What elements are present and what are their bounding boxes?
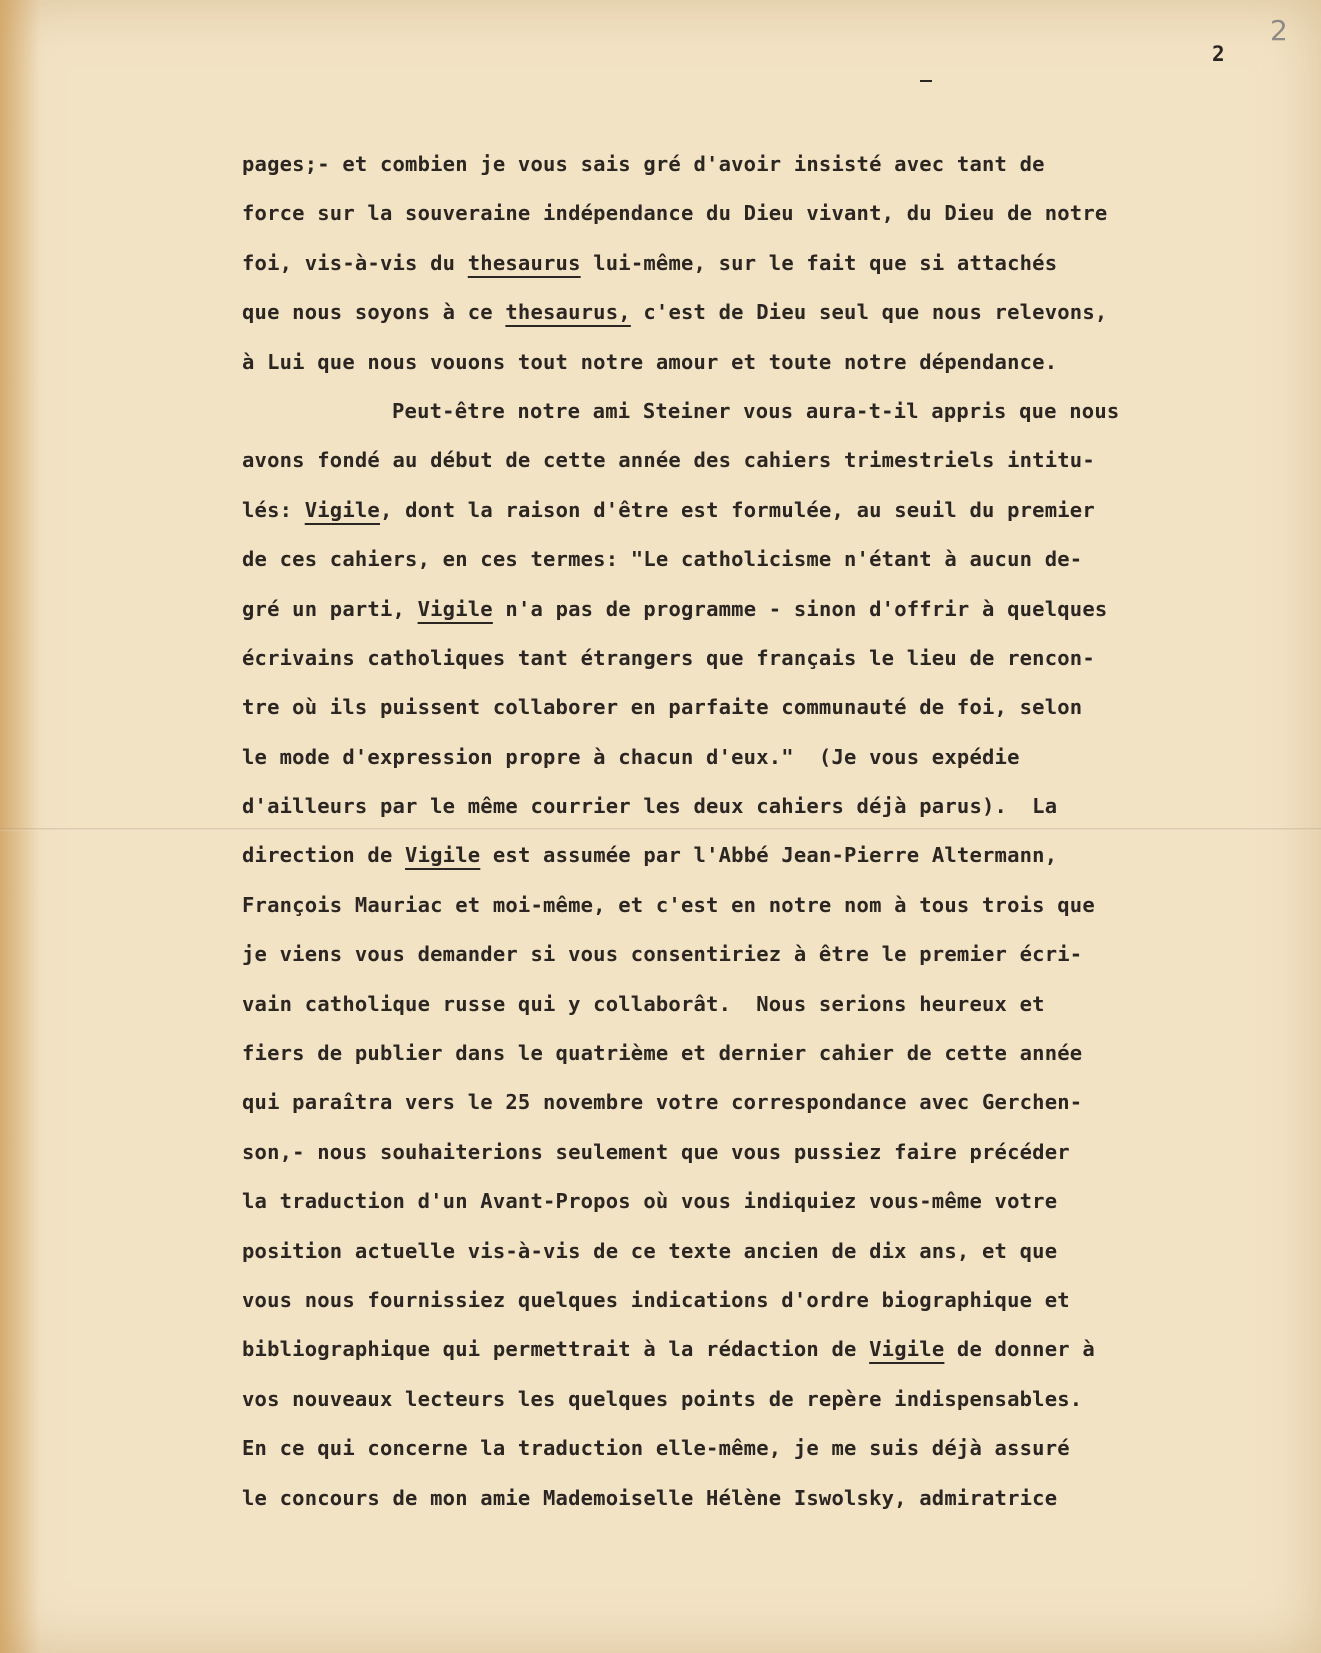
underlined-title: Vigile	[417, 596, 493, 621]
text-segment: d'ailleurs par le même courrier les deux cahiers déjà parus). La	[242, 794, 1058, 819]
text-segment: je viens vous demander si vous consentiriez à être le premier écri-	[242, 942, 1083, 967]
text-segment: , dont la raison d'être est formulée, au seuil du premier	[379, 497, 1095, 522]
text-segment: force sur la souveraine indépendance du Dieu vivant, du Dieu de notre	[242, 201, 1108, 226]
text-line	[242, 140, 1282, 189]
text-line	[242, 585, 1282, 634]
text-segment: écrivains catholiques tant étrangers que français le lieu de rencon-	[242, 645, 1095, 670]
text-segment: gré un parti,	[242, 596, 418, 621]
text-segment: qui paraîtra vers le 25 novembre votre correspondance avec Gerchen-	[242, 1090, 1083, 1115]
text-line	[242, 1128, 1282, 1177]
text-segment: avons fondé au début de cette année des cahiers trimestriels intitu-	[242, 448, 1095, 473]
typed-dash-mark	[920, 80, 932, 82]
text-line	[242, 1424, 1282, 1473]
text-segment: position actuelle vis-à-vis de ce texte ancien de dix ans, et que	[242, 1238, 1058, 1263]
underlined-title: Vigile	[304, 497, 380, 522]
text-segment: de ces cahiers, en ces termes: "Le catholicisme n'étant à aucun de-	[242, 547, 1083, 572]
text-line	[242, 436, 1282, 485]
text-line	[242, 1078, 1282, 1127]
text-line	[242, 535, 1282, 584]
text-line	[242, 288, 1282, 337]
paper-stain	[0, 0, 40, 1653]
text-segment: vain catholique russe qui y collaborât. Nous serions heureux et	[242, 991, 1045, 1016]
text-segment: lui-même, sur le fait que si attachés	[580, 250, 1058, 275]
text-line	[242, 683, 1282, 732]
text-line	[242, 733, 1282, 782]
text-line-indented	[242, 387, 1282, 436]
underlined-title: Vigile	[405, 843, 481, 868]
text-line	[242, 1276, 1282, 1325]
page-number: 2	[1212, 42, 1225, 66]
text-segment: lés:	[242, 497, 305, 522]
text-segment: pages;- et combien je vous sais gré d'avoir insisté avec tant de	[242, 152, 1045, 176]
letter-body	[242, 140, 1282, 1523]
text-segment: à Lui que nous vouons tout notre amour et toute notre dépendance.	[242, 349, 1058, 374]
underlined-title: Vigile	[869, 1337, 945, 1362]
text-line	[242, 239, 1282, 288]
text-line	[242, 1474, 1282, 1523]
text-line	[242, 338, 1282, 387]
text-line	[242, 980, 1282, 1029]
text-segment: n'a pas de programme - sinon d'offrir à quelques	[492, 596, 1108, 621]
text-segment: le mode d'expression propre à chacun d'eux." (Je vous expédie	[242, 744, 1020, 769]
text-segment: direction de	[242, 843, 406, 868]
text-line	[242, 930, 1282, 979]
text-line	[242, 486, 1282, 535]
underlined-title: thesaurus	[467, 250, 581, 275]
text-segment: tre où ils puissent collaborer en parfaite communauté de foi, selon	[242, 695, 1083, 720]
text-segment: vous nous fournissiez quelques indications d'ordre biographique et	[242, 1287, 1070, 1312]
text-segment: le concours de mon amie Mademoiselle Hélène Iswolsky, admiratrice	[242, 1485, 1058, 1510]
text-segment: que nous soyons à ce	[242, 300, 506, 325]
archive-page-mark: 2	[1270, 14, 1288, 47]
text-line	[242, 189, 1282, 238]
text-line	[242, 1375, 1282, 1424]
text-line	[242, 1325, 1282, 1374]
text-segment: de donner à	[944, 1337, 1095, 1362]
text-segment: c'est de Dieu seul que nous relevons,	[630, 300, 1108, 325]
text-segment: est assumée par l'Abbé Jean-Pierre Altermann,	[480, 843, 1058, 868]
text-segment: fiers de publier dans le quatrième et dernier cahier de cette année	[242, 1041, 1083, 1066]
text-line	[242, 1177, 1282, 1226]
text-line	[242, 1227, 1282, 1276]
text-segment: bibliographique qui permettrait à la rédaction de	[242, 1337, 870, 1362]
text-line	[242, 782, 1282, 831]
text-segment: En ce qui concerne la traduction elle-même, je me suis déjà assuré	[242, 1436, 1070, 1461]
text-segment: François Mauriac et moi-même, et c'est en notre nom à tous trois que	[242, 892, 1095, 917]
text-segment: foi, vis-à-vis du	[242, 250, 468, 275]
text-segment: la traduction d'un Avant-Propos où vous indiquiez vous-même votre	[242, 1189, 1058, 1214]
text-line	[242, 1029, 1282, 1078]
text-segment: son,- nous souhaiterions seulement que vous pussiez faire précéder	[242, 1139, 1070, 1164]
text-segment: vos nouveaux lecteurs les quelques points de repère indispensables.	[242, 1386, 1083, 1411]
text-line	[242, 831, 1282, 880]
text-line	[242, 881, 1282, 930]
underlined-title: thesaurus,	[505, 300, 631, 325]
text-segment: Peut-être notre ami Steiner vous aura-t-il appris que nous	[392, 398, 1120, 423]
text-line	[242, 634, 1282, 683]
